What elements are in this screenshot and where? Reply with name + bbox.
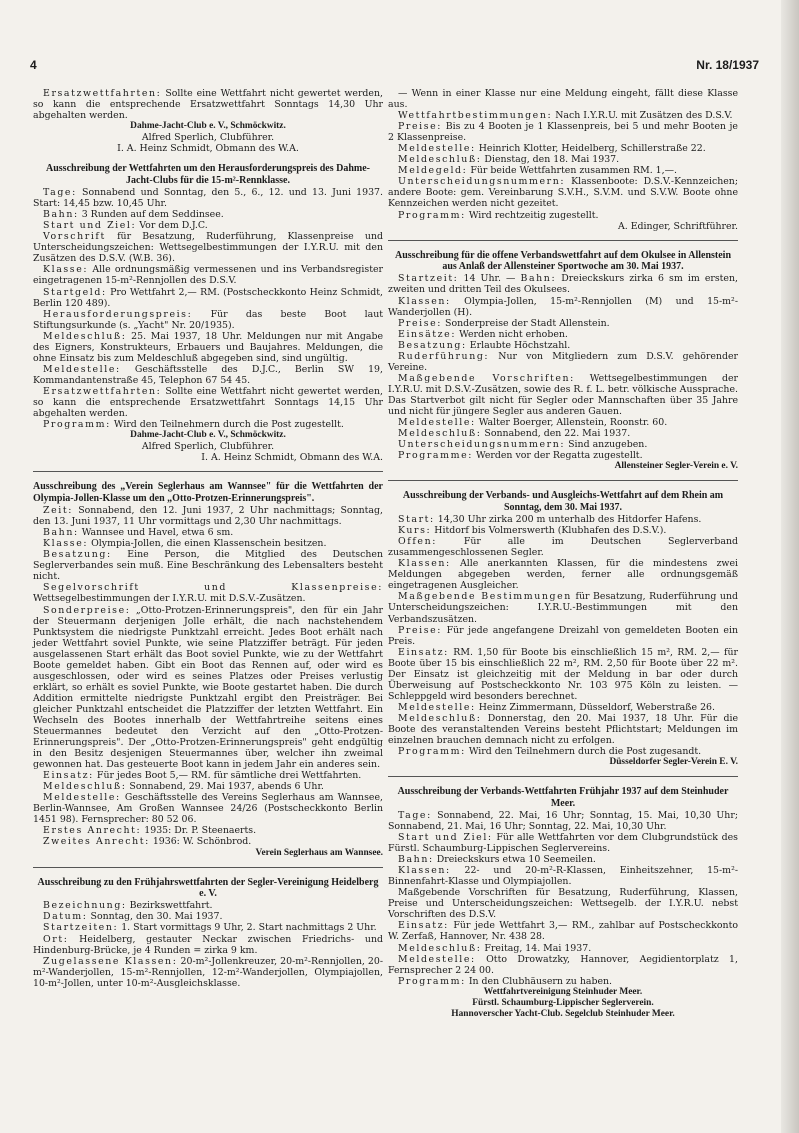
paragraph: Tage: Sonnabend und Sonntag, den 5., 6., 12. und 13. Juni 1937. Start: 14,45 bzw. 10,45 Uhr. [33, 187, 383, 210]
section-title: Ausschreibung der Wettfahrten um den Herausforderungspreis des Dahme-Jacht-Clubs für die 15-m²-Rennklasse. [46, 163, 370, 186]
section-divider [33, 471, 383, 472]
paragraph: Einsatz: Für jede Wettfahrt 3,— RM., zahlbar auf Postscheckkonto W. Zerfaß, Hannover, Nr. 438 28. [388, 920, 738, 943]
paragraph: Meldestelle: Geschäftsstelle des D.J.C., Berlin SW 19, Kommandantenstraße 45, Telephon 67 54 45. [33, 363, 383, 386]
paragraph: Meldestelle: Heinz Zimmermann, Düsseldorf, Weberstraße 26. [398, 701, 715, 713]
paragraph: Programm: Wird den Teilnehmern durch die Post zugestellt. [43, 419, 344, 431]
paragraph: Zugelassene Klassen: 20-m²-Jollenkreuzer, 20-m²-Rennjollen, 20-m²-Wanderjollen, 15-m²-Rennjollen, 12-m²-Wanderjollen, Olympiajollen, 10-m²-Jollen, unter 10-m²-Ausgleichsklasse. [33, 955, 384, 989]
paragraph: Ort: Heidelberg, gestauter Neckar zwischen Friedrichs- und Hindenburg-Brücke, je 4 Runden = zirka 9 km. [33, 933, 383, 956]
section-title: Ausschreibung zu den Frühjahrswettfahrten der Segler-Vereinigung Heidelberg e. V. [37, 876, 379, 899]
club-signature: Fürstl. Schaumburg-Lippischer Seglerverein. [472, 997, 654, 1008]
signature-line: I. A. Heinz Schmidt, Obmann des W.A. [117, 143, 299, 155]
club-signature: Dahme-Jacht-Club e. V., Schmöckwitz. [130, 121, 286, 132]
paragraph: Ersatzwettfahrten: Sollte eine Wettfahrt nicht gewertet werden, so kann die entsprechende Ersatzwettfahrt Sonntags 14,30 Uhr abgehalten werden. [33, 88, 383, 122]
section-divider [388, 480, 738, 481]
paragraph: Programm: Wird rechtzeitig zugestellt. [398, 209, 599, 221]
paragraph: Startzeit: 14 Uhr. — Bahn: Dreieckskurs zirka 6 sm im ersten, zweiten und dritten Teil des Okulsees. [388, 273, 738, 296]
paragraph: — Wenn in einer Klasse nur eine Meldung eingeht, fällt diese Klasse aus. [388, 88, 738, 111]
paragraph: Segelvorschrift und Klassenpreise: Wettsegelbestimmungen der I.Y.R.U. mit D.S.V.-Zusätzen. [33, 582, 383, 605]
paragraph: Meldeschluß: Sonnabend, den 22. Mai 1937. [398, 428, 631, 440]
club-signature: Allensteiner Segler-Verein e. V. [614, 461, 738, 472]
paragraph: Meldestelle: Heinrich Klotter, Heidelberg, Schillerstraße 22. [398, 143, 706, 155]
page-number: 4 [30, 58, 37, 72]
paragraph: Einsatz: Für jedes Boot 5,— RM. für sämtliche drei Wettfahrten. [43, 770, 362, 782]
paragraph: Preise: Für jede angefangene Dreizahl von gemeldeten Booten ein Preis. [388, 624, 738, 647]
paragraph: Maßgebende Bestimmungen für Besatzung, Ruderführung und Unterscheidungszeichen: I.Y.R.U.-Bestimmungen mit den Verbandszusätzen. [388, 591, 738, 625]
section-title: Ausschreibung für die offene Verbandswettfahrt auf dem Okulsee in Allenstein aus Anlaß der Allensteiner Sportwoche am 30. Mai 1937. [394, 249, 732, 273]
paragraph: Preise: Bis zu 4 Booten je 1 Klassenpreis, bei 5 und mehr Booten je 2 Klassenpreise. [388, 121, 738, 144]
paragraph: Klassen: Alle anerkannten Klassen, für die mindestens zwei Meldungen abgegeben werden, ferner alle ordnungsgemäß eingetragenen Ausgleicher. [388, 558, 738, 592]
paragraph: Datum: Sonntag, den 30. Mai 1937. [43, 911, 223, 923]
paragraph: Wettfahrtbestimmungen: Nach I.Y.R.U. mit Zusätzen des D.S.V. [398, 110, 733, 122]
paragraph: Einsätze: Werden nicht erhoben. [398, 328, 568, 340]
paragraph: Programm: Wird den Teilnehmern durch die Post zugesandt. [398, 746, 702, 758]
paragraph: Klasse: Olympia-Jollen, die einen Klassenschein besitzen. [43, 538, 327, 550]
paragraph: Meldestelle: Geschäftsstelle des Vereins Seglerhaus am Wannsee, Berlin-Wannsee, Am Großen Wannsee 24/26 (Postscheckkonto Berlin 1451 98). Fernsprecher: 80 52 06. [33, 792, 383, 826]
paragraph: Bahn: Dreieckskurs etwa 10 Seemeilen. [398, 854, 596, 866]
club-signature: Hannoverscher Yacht-Club. Segelclub Steinhuder Meer. [451, 1008, 675, 1019]
paragraph: Startgeld: Pro Wettfahrt 2,— RM. (Postscheckkonto Heinz Schmidt, Berlin 120 489). [33, 286, 383, 309]
club-signature: Dahme-Jacht-Club e. V., Schmöckwitz. [130, 430, 286, 441]
paragraph: Sonderpreise: „Otto-Protzen-Erinnerungspreis", den für ein Jahr der Steuermann derjenigen Jolle erhält, die nach nachstehendem Punktsystem die niedrigste Punktzahl erreicht. Jedes Boot erhält nach jeder Wettfahrt soviel Punkte, wie seine Platzziffer beträgt. Für jeden ausgelassenen Start erhält das Boot soviel Punkte, wie zu der Wettfahrt Boote gemeldet haben. Gibt ein Boot das Rennen auf, oder wird es ausgeschlossen, oder wird es seines Platzes oder Preises verlustig erklärt, so erhält es soviel Punkte, wie Boote gestartet haben. Die durch Addition ermittelte niedrigste Punktzahl ergibt den Preisträger. Bei gleicher Punktzahl entscheidet die Platzziffer der letzten Wettfahrt. Ein Wechseln des Bootes innerhalb der Wettfahrtreihe seitens eines Steuermannes bedeutet den Verzicht auf den „Otto-Protzen-Erinnerungspreis". Der „Otto-Protzen-Erinnerungspreis" geht endgültig in den Besitz desjenigen Steuermannes über, welcher ihn zweimal gewonnen hat. Das gesteuerte Boot kann in jedem Jahr ein anderes sein. [33, 604, 383, 771]
right-column [388, 88, 738, 1020]
section-divider [388, 776, 738, 777]
paragraph: Start: 14,30 Uhr zirka 200 m unterhalb des Hitdorfer Hafens. [398, 514, 702, 526]
signature-line: I. A. Heinz Schmidt, Obmann des W.A. [201, 452, 383, 464]
paragraph: Erstes Anrecht: 1935: Dr. P. Steenaerts. [43, 825, 257, 837]
section-divider [33, 867, 383, 868]
signature-line: Alfred Sperlich, Clubführer. [141, 441, 275, 453]
paragraph: Startzeiten: 1. Start vormittags 9 Uhr, 2. Start nachmittags 2 Uhr. [43, 922, 377, 934]
paragraph: Preise: Sonderpreise der Stadt Allenstein. [398, 317, 610, 329]
club-signature: Düsseldorfer Segler-Verein E. V. [609, 757, 738, 768]
page-spine-shadow [781, 0, 799, 1133]
section-title: Ausschreibung des „Verein Seglerhaus am Wannsee" für die Wettfahrten der Olympia-Jollen-Klasse um den „Otto-Protzen-Erinnerungspreis". [33, 481, 383, 504]
paragraph: Klassen: 22- und 20-m²-R-Klassen, Einheitszehner, 15-m²-Binnenfahrt-Klasse und Olympiajollen. [388, 865, 738, 888]
signature-line: Alfred Sperlich, Clubführer. [141, 132, 275, 144]
page-header [30, 58, 759, 74]
paragraph: Unterscheidungsnummern: Sind anzugeben. [398, 439, 648, 451]
signature-line: A. Edinger, Schriftführer. [617, 220, 738, 232]
section-title: Ausschreibung der Verbands-Wettfahrten Frühjahr 1937 auf dem Steinhuder Meer. [397, 786, 729, 809]
section-divider [388, 240, 738, 241]
paragraph: Meldeschluß: Sonnabend, 29. Mai 1937, abends 6 Uhr. [43, 781, 324, 793]
paragraph: Bezeichnung: Bezirkswettfahrt. [43, 900, 213, 912]
paragraph: Meldeschluß: 25. Mai 1937, 18 Uhr. Meldungen nur mit Angabe des Eigners, Konstrukteurs, Erbauers und Baujahres. Meldungen, die ohne Einsatz bis zum Meldeschluß abgegeben sind, sind ungültig. [33, 330, 383, 364]
paragraph: Besatzung: Erlaubte Höchstzahl. [398, 339, 571, 351]
paragraph: Zweites Anrecht: 1936: W. Schönbrod. [43, 836, 252, 848]
paragraph: Klasse: Alle ordnungsmäßig vermessenen und ins Verbandsregister eingetragenen 15-m²-Rennjollen des D.S.V. [33, 264, 383, 287]
section-title: Ausschreibung der Verbands- und Ausgleichs-Wettfahrt auf dem Rhein am Sonntag, dem 30. Mai 1937. [402, 490, 724, 513]
paragraph: Bahn: Wannsee und Havel, etwa 6 sm. [43, 527, 234, 539]
paragraph: Ruderführung: Nur von Mitgliedern zum D.S.V. gehörender Vereine. [388, 350, 738, 373]
paragraph: Meldeschluß: Dienstag, den 18. Mai 1937. [398, 154, 620, 166]
left-column [33, 88, 383, 989]
paragraph: Meldestelle: Walter Boerger, Allenstein, Roonstr. 60. [398, 417, 668, 429]
paragraph: Meldeschluß: Donnerstag, den 20. Mai 1937, 18 Uhr. Für die Boote des veranstaltenden Vereins besteht Pflichtstart; Meldungen im einzelnen brauchen demnach nicht zu erfolgen. [388, 712, 738, 747]
paragraph: Besatzung: Eine Person, die Mitglied des Deutschen Seglerverbandes sein muß. Eine Beschränkung des Lebensalters besteht nicht. [33, 549, 383, 583]
paragraph: Meldeschluß: Freitag, 14. Mai 1937. [398, 942, 592, 954]
issue-number: Nr. 18/1937 [696, 58, 759, 72]
paragraph: Einsatz: RM. 1,50 für Boote bis einschließlich 15 m², RM. 2,— für Boote über 15 bis einschließlich 22 m², RM. 2,50 für Boote über 22 m². Der Einsatz ist gleichzeitig mit der Meldung in bar oder durch Überweisung auf Postscheckkonto Nr. 103 975 Köln zu leisten. — Schleppgeld wird besonders berechnet. [388, 646, 738, 702]
paragraph: Ersatzwettfahrten: Sollte eine Wettfahrt nicht gewertet werden, so kann die entsprechende Ersatzwettfahrt Sonntags 14,15 Uhr abgehalten werden. [33, 385, 383, 420]
paragraph: Maßgebende Vorschriften für Besatzung, Ruderführung, Klassen, Preise und Unterscheidungszeichen: Wettsegelb. der I.Y.R.U. nebst Vorschriften des D.S.V. [388, 887, 738, 921]
paragraph: Offen: Für alle im Deutschen Seglerverband zusammengeschlossenen Segler. [388, 536, 738, 559]
paragraph: Unterscheidungsnummern: Klassenboote: D.S.V.-Kennzeichen; andere Boote: gem. Vereinbarung S.V.H., S.V.M. und S.V.W. Boote ohne Kennzeichen werden nicht gezeitet. [388, 176, 738, 210]
paragraph: Tage: Sonnabend, 22. Mai, 16 Uhr; Sonntag, 15. Mai, 10,30 Uhr; Sonnabend, 21. Mai, 16 Uhr; Sonntag, 22. Mai, 10,30 Uhr. [388, 809, 738, 833]
paragraph: Programm: In den Clubhäusern zu haben. [398, 975, 613, 987]
paragraph: Kurs: Hitdorf bis Volmerswerth (Klubhafen des D.S.V.). [398, 525, 667, 537]
paragraph: Programme: Werden vor der Regatta zugestellt. [398, 450, 643, 462]
paragraph: Klassen: Olympia-Jollen, 15-m²-Rennjollen (M) und 15-m²-Wanderjollen (H). [388, 295, 738, 318]
paragraph: Start und Ziel: Für alle Wettfahrten vor dem Clubgrundstück des Fürstl. Schaumburg-Lippischen Seglervereins. [388, 832, 738, 855]
paragraph: Maßgebende Vorschriften: Wettsegelbestimmungen der I.Y.R.U. mit D.S.V.-Zusätzen, sowie des R. f. L. betr. völkische Aussprache. Das Startverbot gilt nicht für Segler oder Mannschaften über 35 Jahre und nicht für jüngere Segler aus anderen Gauen. [388, 372, 738, 417]
paragraph: Meldegeld: Für beide Wettfahrten zusammen RM. 1,—. [398, 165, 677, 177]
paragraph: Start und Ziel: Vor dem D.J.C. [43, 220, 208, 232]
paragraph: Zeit: Sonnabend, den 12. Juni 1937, 2 Uhr nachmittags; Sonntag, den 13. Juni 1937, 11 Uhr vormittags und 2,30 Uhr nachmittags. [33, 505, 383, 528]
club-signature: Verein Seglerhaus am Wannsee. [255, 847, 383, 858]
club-signature: Wettfahrtvereinigung Steinhuder Meer. [483, 986, 643, 997]
paragraph: Bahn: 3 Runden auf dem Seddinsee. [43, 209, 224, 221]
paragraph: Vorschrift für Besatzung, Ruderführung, Klassenpreise und Unterscheidungszeichen: Wettsegelbestimmungen der I.Y.R.U. mit den Zusätzen des D.S.V. (W.B. 36). [33, 231, 383, 265]
paragraph: Meldestelle: Otto Drowatzky, Hannover, Aegidientorplatz 1, Fernsprecher 2 24 00. [388, 953, 738, 976]
paragraph: Herausforderungspreis: Für das beste Boot laut Stiftungsurkunde (s. „Yacht" Nr. 20/1935). [33, 308, 383, 331]
